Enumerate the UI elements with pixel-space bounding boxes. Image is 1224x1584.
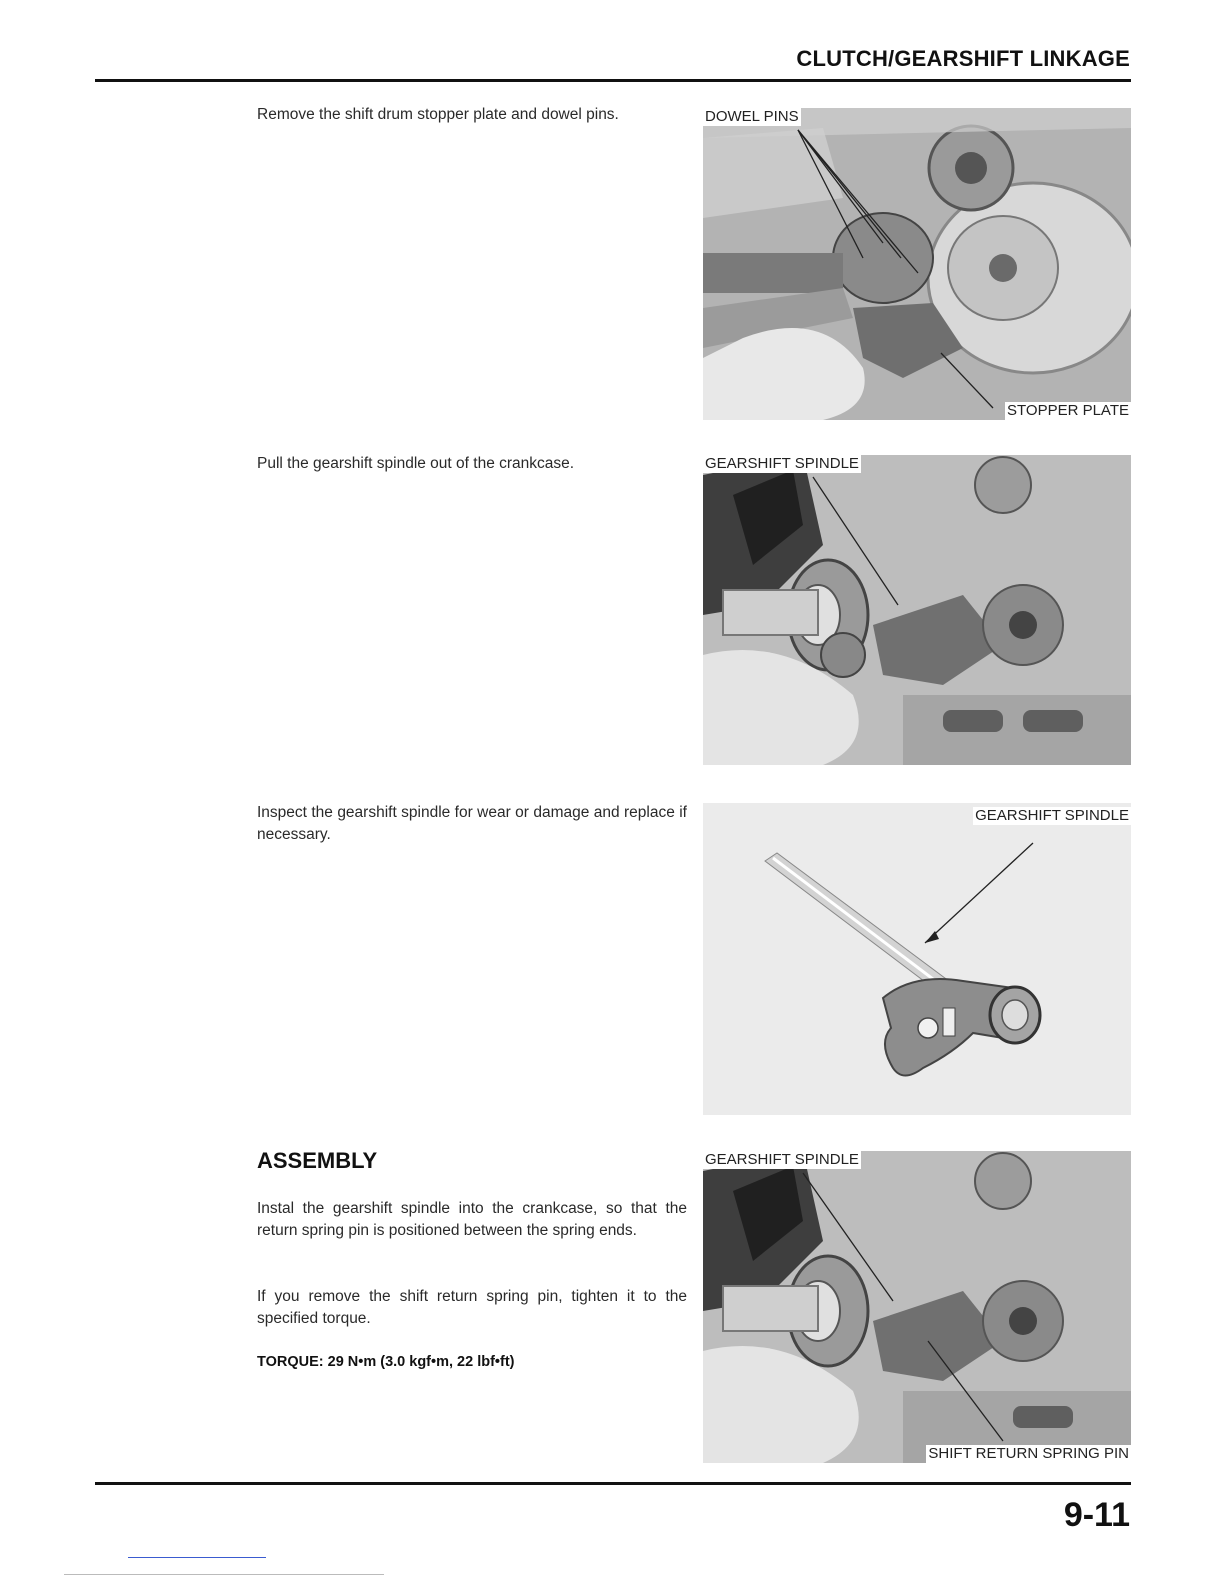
header-rule	[95, 79, 1131, 82]
step-pull-spindle: Pull the gearshift spindle out of the crankcase.	[257, 455, 575, 472]
photo-pull-spindle	[703, 455, 1131, 765]
footer-divider	[64, 1574, 384, 1575]
label-gearshift-spindle: GEARSHIFT SPINDLE	[705, 1151, 859, 1168]
footer-link-underline	[128, 1557, 266, 1558]
photo-spindle-inspection	[703, 803, 1131, 1115]
footer-rule	[95, 1482, 1131, 1485]
torque-spec: TORQUE: 29 N•m (3.0 kgf•m, 22 lbf•ft)	[257, 1354, 515, 1370]
assembly-heading: ASSEMBLY	[257, 1148, 378, 1173]
page-number: 9-11	[1063, 1496, 1130, 1534]
step-inspect-spindle: Inspect the gearshift spindle for wear or damage and replace if necessary.	[257, 804, 687, 843]
section-title: CLUTCH/GEARSHIFT LINKAGE	[796, 46, 1130, 71]
label-gearshift-spindle: GEARSHIFT SPINDLE	[975, 807, 1129, 824]
assembly-paragraph-2: If you remove the shift return spring pin, tighten it to the specified torque.	[257, 1288, 687, 1327]
photo-install-spindle	[703, 1151, 1131, 1463]
label-stopper-plate: STOPPER PLATE	[1007, 402, 1129, 419]
assembly-paragraph-1: Instal the gearshift spindle into the crankcase, so that the return spring pin is positioned between the spring ends.	[257, 1200, 687, 1239]
label-shift-return-spring-pin: SHIFT RETURN SPRING PIN	[928, 1445, 1129, 1462]
photo-stopper-plate	[703, 108, 1131, 420]
step-remove-stopper-plate: Remove the shift drum stopper plate and dowel pins.	[257, 106, 619, 123]
label-gearshift-spindle: GEARSHIFT SPINDLE	[705, 455, 859, 472]
label-dowel-pins: DOWEL PINS	[705, 108, 799, 125]
